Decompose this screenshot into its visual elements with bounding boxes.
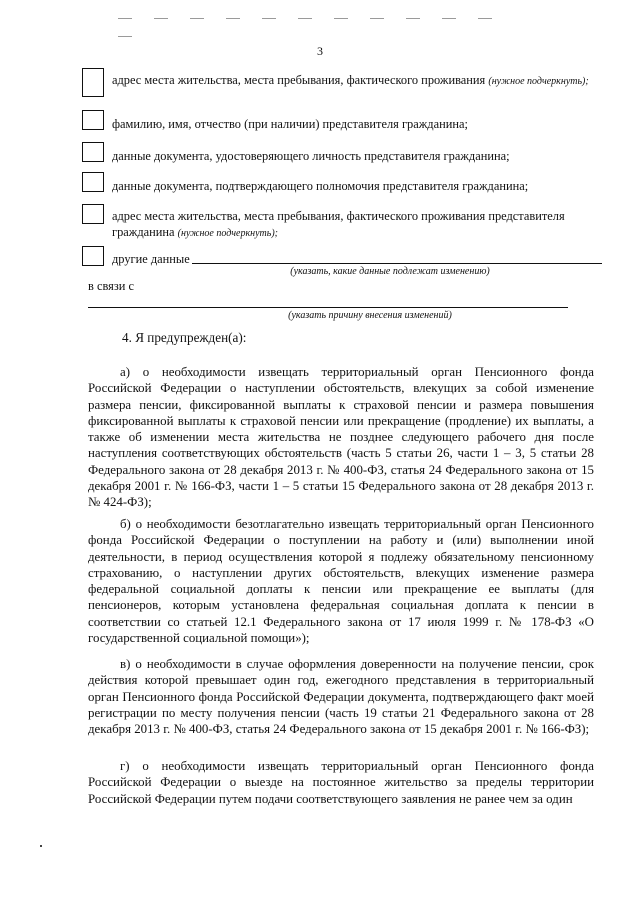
checkbox-residence-address[interactable] bbox=[82, 68, 104, 97]
checkbox-label: адрес места жительства, места пребывания, фактического проживания bbox=[112, 73, 486, 87]
other-data-hint: (указать, какие данные подлежат изменению) bbox=[290, 266, 490, 277]
paragraph-g: г) о необходимости извещать территориальный орган Пенсионного фонда Российской Федерации о выезде на постоянное жительство за пределы территории Российской Федерации путем подачи соответствующего заявления не ранее чем за один bbox=[88, 759, 594, 806]
in-connection-label: в связи с bbox=[88, 279, 134, 293]
checkbox-label: данные документа, подтверждающего полномочия представителя гражданина; bbox=[112, 179, 529, 193]
page-number: 3 bbox=[317, 44, 323, 58]
checkbox-identity-document[interactable] bbox=[82, 142, 104, 162]
paragraph-b: б) о необходимости безотлагательно извещать территориальный орган Пенсионного фонда Российской Федерации о поступлении на работу и (или) выполнении иной деятельности, в период осуществления которой я подлежу обязательному пенсионному страхованию, о наступлении других обстоятельств, влекущих изменение размера федеральной социальной доплаты к пенсии или прекращение ее выплаты (для пенсионеров, которым установлена федеральная социальная доплата к пенсии в соответствии со статьей 12.1 Федерального закона от 17 июля 1999 г. № 178-ФЗ «О государственной социальной помощи»); bbox=[88, 517, 594, 646]
checkbox-label: данные документа, удостоверяющего личность представителя гражданина; bbox=[112, 149, 510, 163]
reason-input-line[interactable] bbox=[88, 307, 568, 308]
checkbox-label: адрес места жительства, места пребывания, фактического проживания представителя гражданина bbox=[112, 209, 565, 239]
section-title: 4. Я предупрежден(а): bbox=[122, 330, 247, 345]
checkbox-representative-name[interactable] bbox=[82, 110, 104, 130]
checkbox-label: фамилию, имя, отчество (при наличии) представителя гражданина; bbox=[112, 117, 468, 131]
checkbox-other-data[interactable] bbox=[82, 246, 104, 266]
other-data-input-line[interactable] bbox=[192, 263, 602, 264]
checkbox-note: (нужное подчеркнуть); bbox=[488, 76, 589, 87]
paragraph-v: в) о необходимости в случае оформления доверенности на получение пенсии, срок действия которой превышает один год, ежегодного представления в территориальный орган Пенсионного фонда Российской Федерации документа, подтверждающего факт моей регистрации по месту получения пенсии (часть 19 статьи 21 Федерального закона от 28 декабря 2013 г. № 400-ФЗ, статья 24 Федерального закона от 15 декабря 2001 г. № 166-ФЗ); bbox=[88, 657, 594, 737]
checkbox-label: другие данные bbox=[112, 252, 190, 266]
checkbox-note: (нужное подчеркнуть); bbox=[177, 228, 278, 239]
reason-hint: (указать причину внесения изменений) bbox=[288, 310, 452, 321]
paragraph-a: а) о необходимости извещать территориальный орган Пенсионного фонда Российской Федерации о наступлении обстоятельств, влекущих за собой изменение размера пенсии, фиксированной выплаты к страховой пенсии и размера повышения фиксированной выплаты к страховой пенсии или прекращение (продление) их выплаты, а также об изменении места жительства не позднее следующего рабочего дня после наступления соответствующих обстоятельств (часть 5 статьи 26, части 1 – 3, 5 статьи 28 Федерального закона от 28 декабря 2013 г. № 400-ФЗ, статья 24 Федерального закона от 15 декабря 2001 г. № 166-ФЗ, части 1 – 5 статьи 15 Федерального закона от 28 декабря 2013 г. № 424-ФЗ); bbox=[88, 365, 594, 510]
checkbox-representative-address[interactable] bbox=[82, 204, 104, 224]
checkbox-authority-document[interactable] bbox=[82, 172, 104, 192]
scan-speck bbox=[40, 845, 42, 847]
scan-top-artifact bbox=[118, 6, 538, 8]
